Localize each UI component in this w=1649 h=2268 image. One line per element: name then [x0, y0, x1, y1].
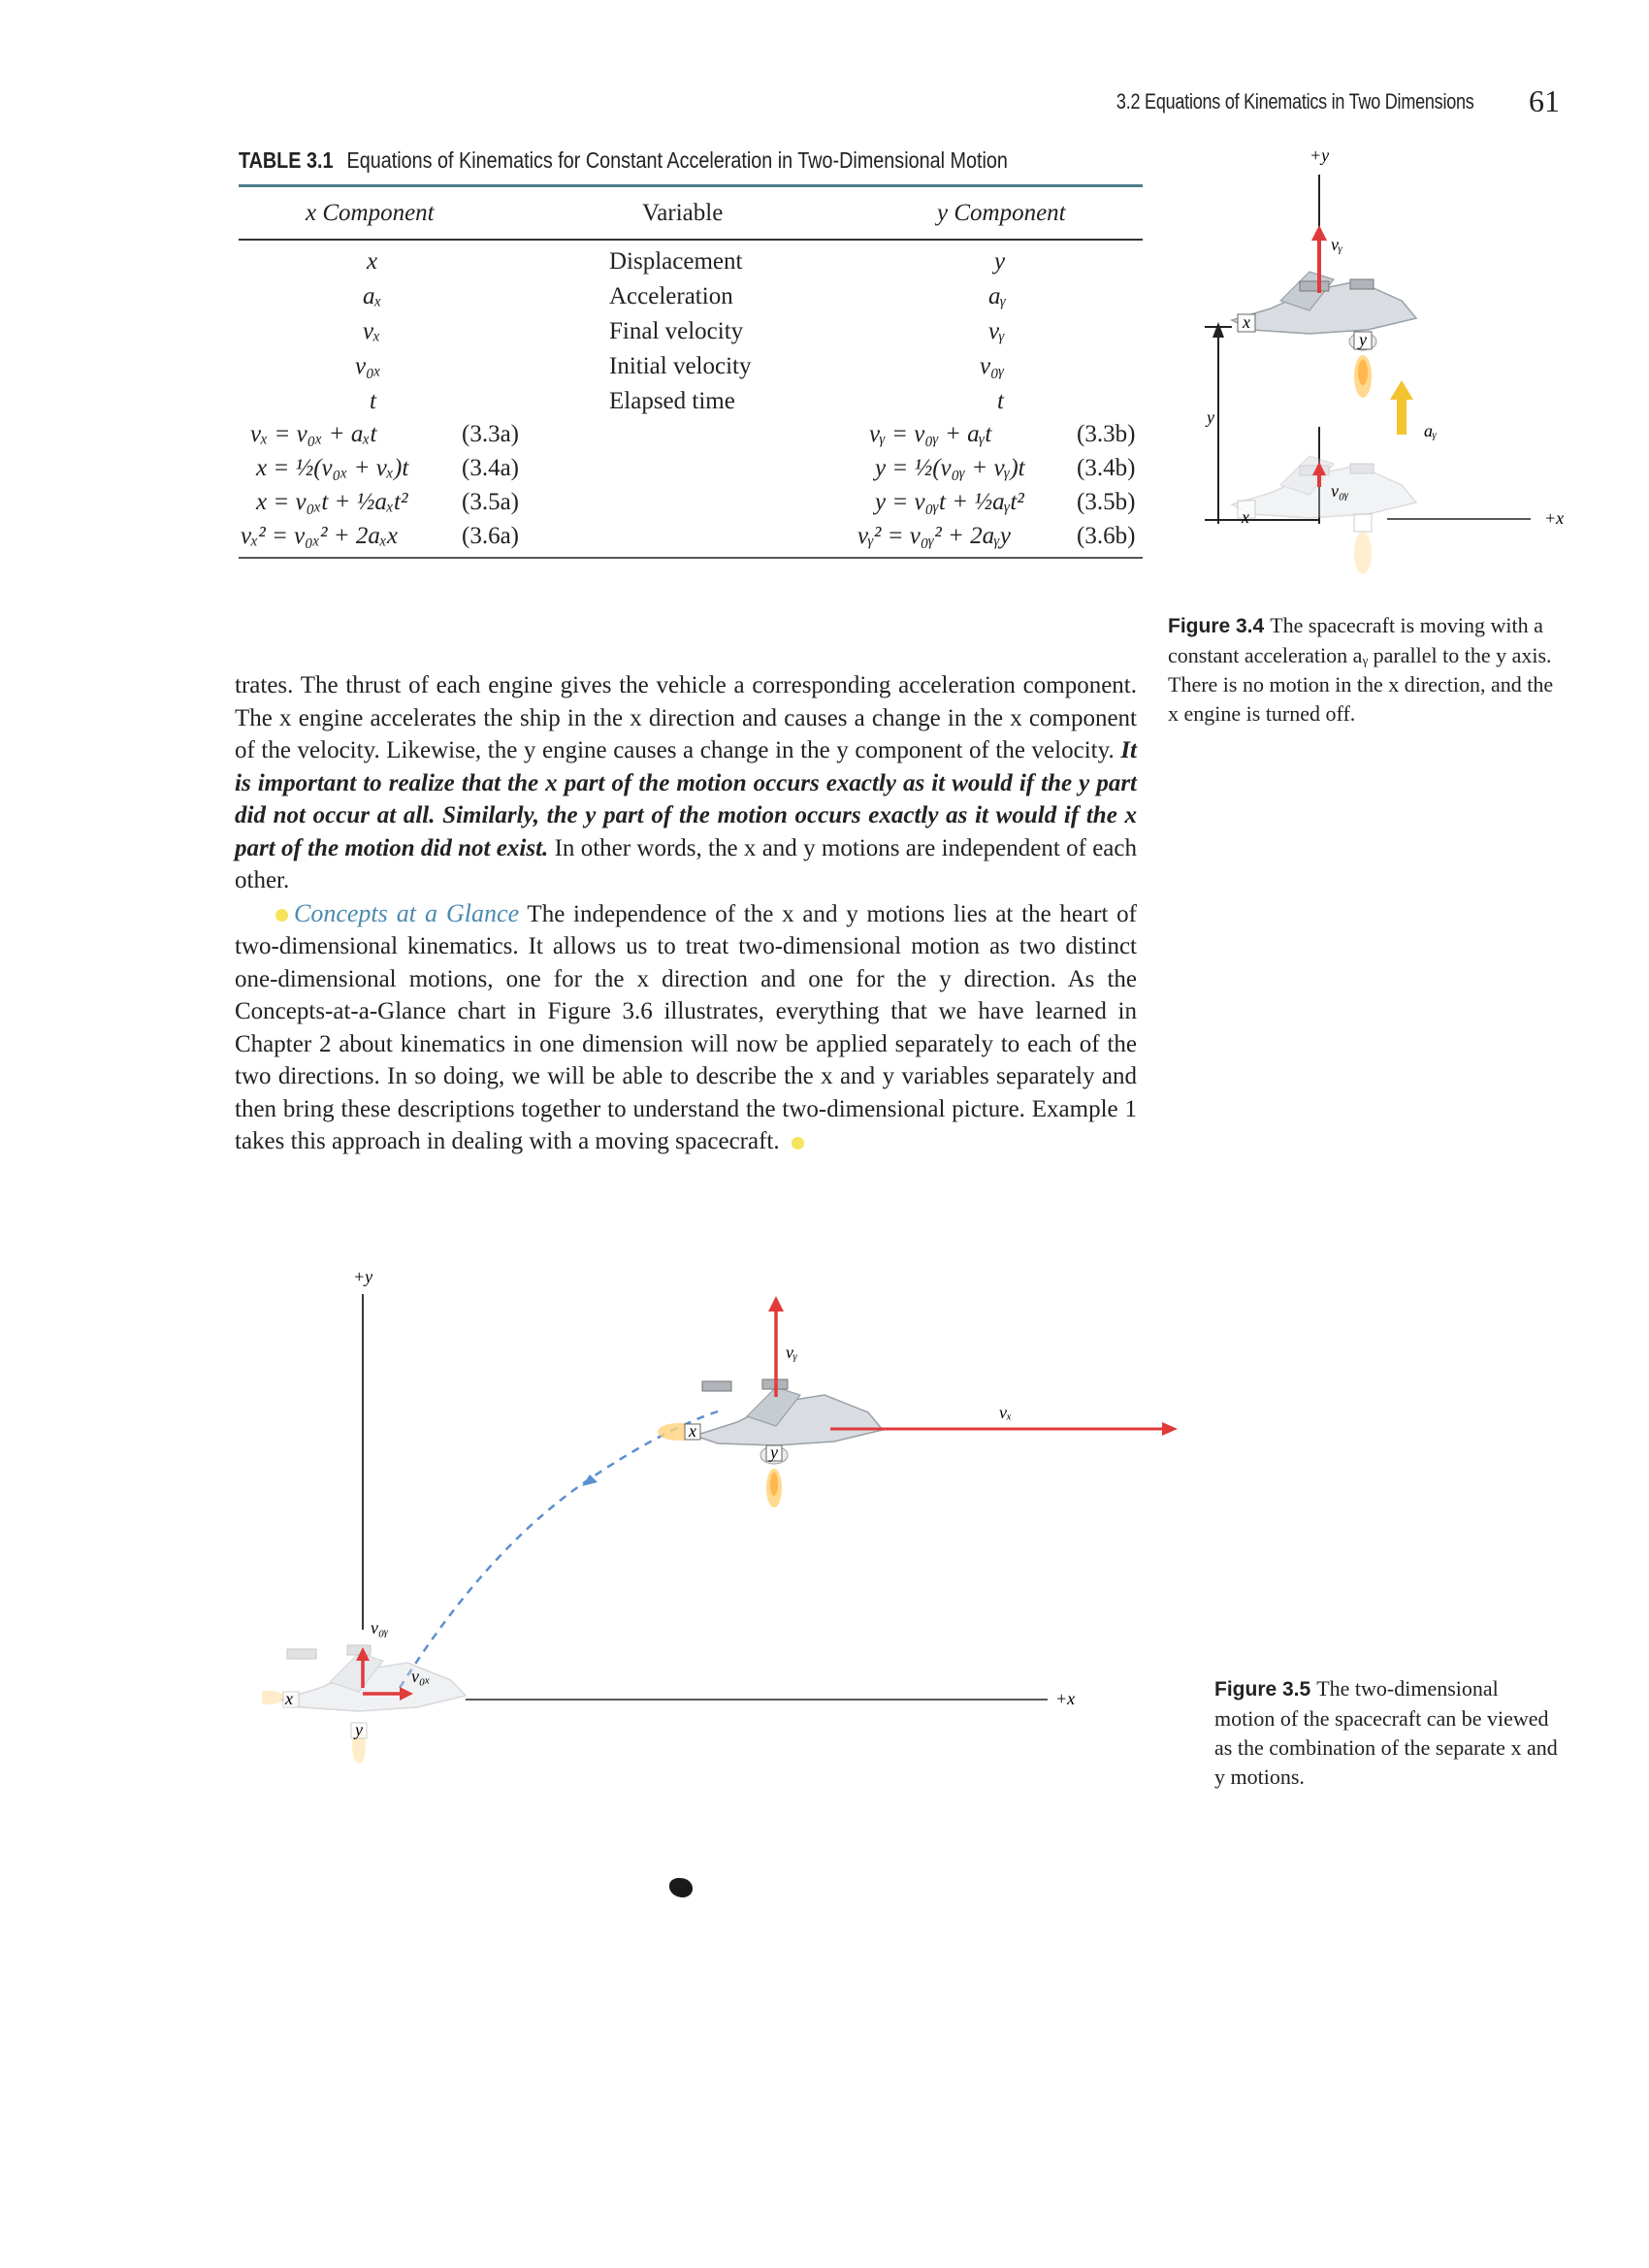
- body-text: [235, 669, 1137, 1158]
- vy-label: vᵧ: [786, 1343, 798, 1362]
- spacecraft-icon: [1232, 272, 1416, 398]
- displacement-y-label: y: [1207, 407, 1214, 427]
- table-cell-y: vᵧ: [988, 318, 1005, 344]
- table-bottom-rule: [239, 557, 1143, 559]
- caption-text: The two-dimensional motion of the spacecraft can be viewed as the combination of the separate x and y motions.: [1214, 1676, 1558, 1789]
- equation-x: x = v₀ₓt + ½aₓt²: [256, 489, 408, 515]
- x-engine-label: x: [285, 1689, 293, 1708]
- equation-number: (3.5b): [1077, 489, 1136, 515]
- concepts-dot-icon: [275, 909, 288, 922]
- ink-blot: [669, 1878, 693, 1897]
- emphasis-text: It is important to realize that the x part of the motion occurs exactly as it would if the y part did not occur at all. Similarly, the y part of the motion occurs exactly as it would if the x part of the motion did not exist.: [235, 737, 1137, 861]
- caption-text: The spacecraft is moving with a constant acceleration aᵧ parallel to the y axis. There is no motion in the x direction, and the x engine is turned off.: [1168, 613, 1554, 726]
- table-cell-y: t: [997, 388, 1004, 414]
- paragraph: Concepts at a Glance The independence of the x and y motions lies at the heart of two-dimensional kinematics. It allows us to treat two-dimensional motion as two distinct one-dimensional motions, one for the x direction and one for the y direction. As the Concepts-at-a-Glance chart in Figure 3.6 illustrates, everything that we have learned in Chapter 2 about kinematics in one dimension will now be applied separately to each of the two directions. In so doing, we will be able to describe the x and y variables separately and then bring these descriptions together to understand the two-dimensional picture. Example 1 takes this approach in dealing with a moving spacecraft.: [235, 898, 1137, 1154]
- y-engine-label: y: [355, 1720, 363, 1739]
- figure-3-4-caption: [1168, 611, 1566, 729]
- equation-y: vᵧ² = v₀ᵧ² + 2aᵧy: [857, 523, 1011, 549]
- vx-label: vₓ: [999, 1403, 1013, 1422]
- concepts-dot-icon: [792, 1137, 804, 1150]
- table-cell-variable: Final velocity: [609, 318, 744, 344]
- plus-y-label: +y: [353, 1267, 373, 1286]
- plus-x-label: +x: [1055, 1689, 1076, 1708]
- figure-3-5-caption: [1214, 1674, 1564, 1792]
- column-header-y: y Component: [937, 200, 1066, 226]
- equation-number: (3.4b): [1077, 455, 1136, 481]
- x-engine-label: x: [1243, 312, 1250, 332]
- vy-label: vᵧ: [1331, 235, 1343, 254]
- acceleration-arrow: [1397, 396, 1406, 435]
- displacement-arrowhead: [1212, 322, 1224, 338]
- y-engine-label: y: [1359, 330, 1367, 349]
- v0y-label: v₀ᵧ: [371, 1618, 389, 1637]
- table-cell-variable: Initial velocity: [609, 353, 752, 379]
- column-header-variable: Variable: [642, 200, 724, 226]
- table-caption: Equations of Kinematics for Constant Acceleration in Two-Dimensional Motion: [346, 147, 1008, 173]
- plus-y-label: +y: [1310, 146, 1330, 165]
- figure-3-4: [1164, 136, 1571, 601]
- trajectory-path: [400, 1411, 718, 1688]
- x-label: x: [1242, 507, 1249, 527]
- equation-x: x = ½(v₀ₓ + vₓ)t: [256, 455, 409, 481]
- trajectory-arrowhead: [582, 1474, 598, 1486]
- equation-number: (3.6a): [462, 523, 519, 549]
- table-title: [239, 147, 1008, 174]
- equation-number: (3.6b): [1077, 523, 1136, 549]
- table-cell-x: v₀ₓ: [355, 353, 381, 379]
- table-cell-y: aᵧ: [988, 283, 1007, 309]
- table-cell-variable: Displacement: [609, 248, 743, 275]
- equation-y: vᵧ = v₀ᵧ + aᵧt: [869, 421, 992, 447]
- page-number: 61: [1529, 83, 1560, 118]
- table-cell-x: aₓ: [363, 283, 382, 309]
- table-cell-variable: Elapsed time: [609, 388, 735, 414]
- ay-label: aᵧ: [1424, 421, 1438, 440]
- table-cell-x: x: [367, 248, 378, 275]
- table-cell-x: t: [370, 388, 376, 414]
- column-header-x: x Component: [306, 200, 435, 226]
- y-engine-icon: [1354, 514, 1372, 532]
- plus-x-label: +x: [1544, 508, 1565, 528]
- v0y-label: v₀ᵧ: [1331, 481, 1349, 501]
- figure-label: Figure 3.5: [1214, 1678, 1311, 1701]
- table-cell-variable: Acceleration: [609, 283, 733, 309]
- x-engine-label: x: [689, 1421, 696, 1441]
- running-head: 3.2 Equations of Kinematics in Two Dimensions: [1116, 89, 1474, 113]
- table-label: TABLE 3.1: [239, 147, 334, 173]
- v0x-label: v₀ₓ: [411, 1667, 431, 1686]
- equation-x: vₓ = v₀ₓ + aₓt: [250, 421, 377, 447]
- equation-number: (3.3b): [1077, 421, 1136, 447]
- figure-3-5: [262, 1261, 1193, 1804]
- table-header-rule: [239, 239, 1143, 241]
- table-cell-y: y: [994, 248, 1006, 275]
- table-cell-y: v₀ᵧ: [980, 353, 1005, 379]
- concepts-at-a-glance-label: Concepts at a Glance: [294, 898, 520, 927]
- table-top-rule: [239, 184, 1143, 187]
- equation-x: vₓ² = v₀ₓ² + 2aₓx: [241, 523, 399, 549]
- table-cell-x: vₓ: [363, 318, 381, 344]
- equation-y: y = ½(v₀ᵧ + vᵧ)t: [875, 455, 1025, 481]
- equation-number: (3.5a): [462, 489, 519, 515]
- equation-y: y = v₀ᵧt + ½aᵧt²: [875, 489, 1024, 515]
- paragraph: trates. The thrust of each engine gives the vehicle a corresponding acceleration component. The x engine accelerates the ship in the x direction and causes a change in the x component of the velocity. Likewise, the y engine causes a change in the y component of the velocity. It is important to realize that the x part of the motion occurs exactly as it would if the y part did not occur at all. Similarly, the y part of the motion occurs exactly as it would if the x part of the motion did not exist. In other words, the x and y motions are independent of each other.: [235, 672, 1137, 893]
- equation-number: (3.4a): [462, 455, 519, 481]
- equation-number: (3.3a): [462, 421, 519, 447]
- figure-label: Figure 3.4: [1168, 615, 1265, 637]
- y-engine-label: y: [770, 1442, 778, 1462]
